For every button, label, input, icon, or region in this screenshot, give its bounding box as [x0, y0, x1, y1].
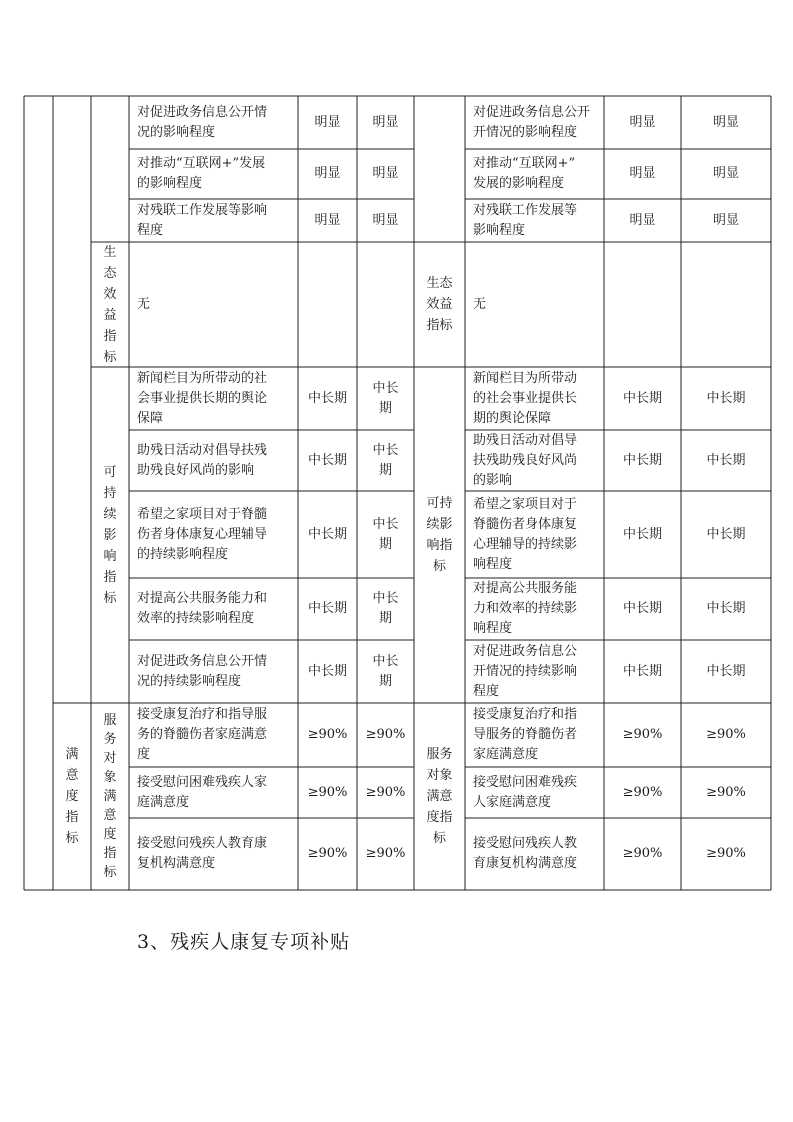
table-cell-actual: ≥90%	[706, 784, 746, 800]
table-cell-indicator: 接受康复治疗和指 导服务的脊髓伤者 家庭满意度	[473, 707, 578, 762]
table-cell-indicator: 对促进政务信息公 开情况的持续影响 程度	[473, 643, 578, 699]
table-cell-actual: ≥90%	[365, 784, 406, 800]
table-cell-indicator: 接受慰问困难残疾 人家庭满意度	[473, 774, 578, 810]
table-cell-target: ≥90%	[622, 784, 663, 800]
table-cell-actual: 明显	[712, 114, 739, 130]
table-cell-target: ≥90%	[307, 727, 348, 742]
table-cell-actual: 中长 期	[372, 591, 399, 626]
table-cell-target: 中长期	[307, 526, 347, 542]
table-cell-target: 中长期	[307, 663, 347, 679]
table-cell-target: 中长期	[622, 526, 662, 542]
category-sustainable-right: 可持 续影 响指 标	[426, 496, 453, 574]
table-cell-actual: 中长期	[706, 663, 746, 679]
category-ecological-left: 生 态 效 益 指 标	[103, 244, 117, 365]
table-cell-target: 明显	[314, 212, 341, 228]
table-cell-actual: 中长 期	[372, 653, 399, 689]
table-cell-indicator: 无	[473, 296, 487, 312]
table-cell-actual: 中长 期	[372, 516, 399, 552]
table-cell-actual: 中长 期	[372, 380, 399, 416]
table-cell-indicator: 希望之家项目对于 脊髓伤者身体康复 心理辅导的持续影 响程度	[473, 496, 578, 572]
table-cell-actual: 中长期	[706, 601, 746, 616]
category-ecological-right: 生态 效益 指标	[426, 276, 453, 333]
table-cell-actual: ≥90%	[706, 727, 746, 742]
table-cell-actual: 中长期	[706, 526, 746, 542]
table-cell-target: 中长期	[622, 390, 662, 406]
category-sustainable-left: 可 持 续 影 响 指 标	[103, 464, 117, 606]
table-cell-indicator: 对残联工作发展等 影响程度	[473, 202, 578, 238]
table-cell-target: ≥90%	[622, 727, 663, 742]
table-cell-indicator: 对促进政务信息公开情 况的持续影响程度	[137, 653, 268, 689]
table-cell-indicator: 对提高公共服务能 力和效率的持续影 响程度	[473, 581, 578, 636]
table-cell-target: 中长期	[622, 452, 662, 468]
table-cell-target: 明显	[629, 114, 656, 130]
category-satisfaction-left: 服 务 对 象 满 意 度 指 标	[103, 713, 117, 880]
table-cell-target: ≥90%	[307, 846, 348, 861]
table-cell-target: 中长期	[622, 663, 662, 679]
table-cell-indicator: 对推动“互联网+”发展 的影响程度	[137, 156, 266, 191]
table-cell-indicator: 接受慰问困难残疾人家 庭满意度	[137, 774, 268, 810]
table-cell-actual: ≥90%	[365, 727, 406, 742]
table-cell-indicator: 无	[137, 296, 151, 312]
table-cell-indicator: 接受康复治疗和指导服 务的脊髓伤者家庭满意 度	[137, 707, 268, 762]
table-cell-indicator: 新闻栏目为所带动的社 会事业提供长期的舆论 保障	[137, 370, 268, 426]
table-cell-actual: 明显	[372, 212, 399, 228]
table-cell-indicator: 接受慰问残疾人教育康 复机构满意度	[137, 836, 268, 871]
table-cell-indicator: 对推动“互联网+” 发展的影响程度	[473, 156, 576, 191]
table-cell-target: 中长期	[622, 601, 662, 616]
table-cell-indicator: 对提高公共服务能力和 效率的持续影响程度	[137, 591, 268, 626]
table-cell-indicator: 助残日活动对倡导扶残 助残良好风尚的影响	[137, 442, 268, 478]
table-cell-target: 明显	[629, 166, 656, 181]
table-cell-actual: ≥90%	[365, 846, 406, 861]
table-cell-target: 中长期	[307, 452, 347, 468]
table-cell-actual: 明显	[372, 166, 399, 181]
table-cell-target: 中长期	[307, 601, 347, 616]
table-cell-indicator: 助残日活动对倡导 扶残助残良好风尚 的影响	[473, 432, 578, 488]
table-cell-indicator: 接受慰问残疾人教 育康复机构满意度	[473, 836, 578, 871]
table-cell-target: 明显	[314, 114, 341, 130]
table-cell-actual: 明显	[712, 166, 739, 181]
table-cell-actual: 中长期	[706, 390, 746, 406]
table-cell-actual: 中长期	[706, 452, 746, 468]
table-cell-actual: 中长 期	[372, 442, 399, 478]
table-cell-indicator: 希望之家项目对于脊髓 伤者身体康复心理辅导 的持续影响程度	[137, 506, 268, 562]
table-cell-target: 明显	[629, 212, 656, 228]
section-heading: 3、残疾人康复专项补贴	[137, 931, 351, 953]
category-satisfaction-right: 服务 对象 满意 度指 标	[426, 747, 453, 846]
group-satisfaction-left: 满 意 度 指 标	[65, 747, 79, 846]
table-cell-actual: 明显	[372, 114, 399, 130]
table-cell-indicator: 对残联工作发展等影响 程度	[137, 202, 268, 238]
table-cell-actual: 明显	[712, 212, 739, 228]
table-cell-target: ≥90%	[307, 784, 348, 800]
table-cell-indicator: 新闻栏目为所带动 的社会事业提供长 期的舆论保障	[473, 370, 578, 426]
table-cell-indicator: 对促进政务信息公开 开情况的影响程度	[473, 104, 591, 140]
table-cell-indicator: 对促进政务信息公开情 况的影响程度	[137, 104, 268, 140]
table-cell-target: 中长期	[307, 390, 347, 406]
table-cell-target: ≥90%	[622, 846, 663, 861]
table-cell-actual: ≥90%	[706, 846, 746, 861]
table-cell-target: 明显	[314, 166, 341, 181]
